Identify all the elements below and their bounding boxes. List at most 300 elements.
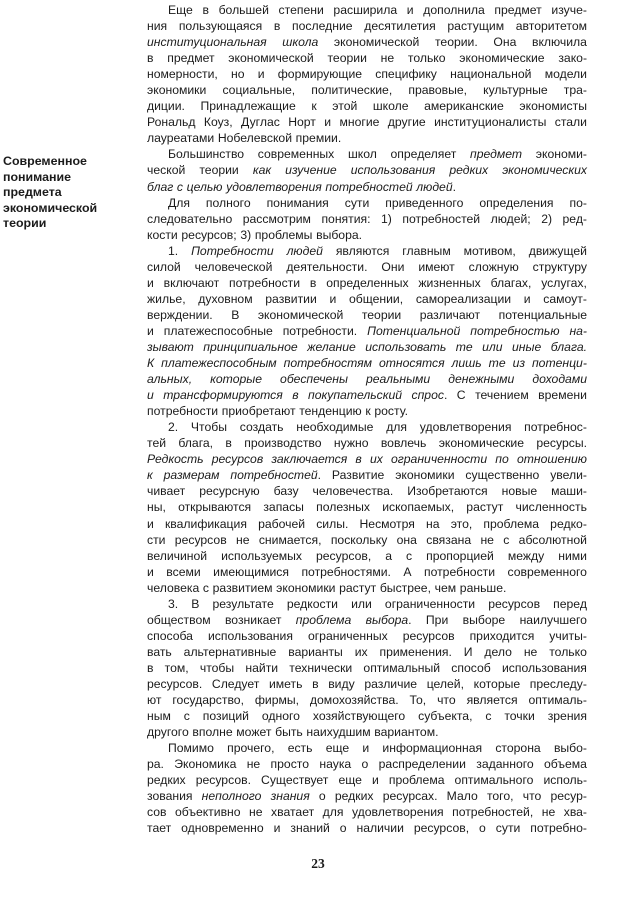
word-part: потребности — [147, 404, 219, 419]
word — [316, 516, 348, 532]
word — [466, 499, 503, 515]
word — [480, 532, 494, 548]
word — [184, 708, 190, 724]
word — [549, 644, 587, 660]
word — [147, 612, 211, 628]
word-part: приходится — [469, 628, 535, 643]
italic-term: проблема — [295, 612, 352, 627]
word — [202, 788, 262, 804]
word-part: деятельности. — [286, 259, 368, 274]
word — [286, 259, 367, 275]
word — [386, 419, 407, 435]
word-part: Большинство — [168, 147, 245, 162]
word — [447, 788, 478, 804]
word-part: и — [257, 67, 265, 82]
word-part: это, — [450, 516, 473, 531]
sidebar-heading-line: предмета — [3, 185, 62, 200]
word — [463, 612, 506, 628]
italic-term: удовлетворения — [226, 179, 322, 194]
word — [292, 387, 298, 403]
word-part: перед — [553, 596, 587, 611]
word — [424, 98, 504, 114]
word — [147, 98, 185, 114]
word — [412, 387, 448, 403]
word — [532, 355, 587, 371]
word — [479, 820, 486, 836]
word-part: увели- — [550, 468, 587, 483]
word-part: полного — [205, 195, 251, 210]
text-line — [147, 740, 587, 756]
text-line — [147, 339, 587, 355]
word — [319, 756, 351, 772]
word-part: многие — [339, 115, 380, 130]
word-part: развитием — [212, 580, 273, 595]
word — [374, 403, 408, 419]
word — [165, 516, 247, 532]
word — [191, 596, 199, 612]
word — [469, 259, 519, 275]
word — [244, 435, 321, 451]
word — [310, 275, 316, 291]
word — [508, 564, 587, 580]
word-part: что — [522, 789, 542, 804]
word — [491, 275, 532, 291]
word-part: различают — [419, 307, 481, 322]
word — [336, 243, 390, 259]
word — [451, 660, 490, 676]
word — [391, 451, 487, 467]
word-part: времени — [538, 388, 587, 403]
italic-term: на- — [569, 323, 587, 338]
italic-term: людей — [286, 243, 323, 258]
word-part: удовлетворения — [419, 420, 512, 435]
word — [296, 612, 352, 628]
italic-term: в — [292, 388, 299, 403]
italic-term: предмет — [470, 147, 523, 162]
word — [199, 483, 259, 499]
word — [288, 740, 313, 756]
word-part: новые — [501, 484, 538, 499]
word — [222, 403, 296, 419]
word-part: или — [351, 596, 372, 611]
word — [275, 724, 303, 740]
word-part: теории. — [434, 35, 478, 50]
word — [175, 804, 241, 820]
word — [555, 114, 587, 130]
word — [213, 564, 289, 580]
word — [495, 451, 509, 467]
word — [316, 548, 371, 564]
word — [323, 804, 344, 820]
word-part: сложную — [468, 259, 519, 274]
italic-term: Потребности — [191, 243, 274, 258]
word — [379, 644, 451, 660]
word — [287, 596, 338, 612]
word — [147, 548, 207, 564]
word-part: снимается, — [258, 532, 322, 547]
word — [203, 339, 297, 355]
word — [147, 50, 153, 66]
word-part: экономики — [395, 468, 455, 483]
word — [308, 387, 402, 403]
text-line — [147, 323, 587, 339]
word-part: растут — [339, 580, 377, 595]
word — [147, 724, 189, 740]
word — [388, 114, 426, 130]
text-line — [147, 788, 587, 804]
word-part: Коуз, — [203, 115, 233, 130]
word-part: экономи- — [535, 147, 587, 162]
word-part: в — [147, 660, 154, 675]
text-line — [147, 692, 587, 708]
italic-term: зывают — [147, 339, 194, 354]
word — [147, 628, 193, 644]
word-part: и — [523, 291, 531, 306]
word — [407, 483, 487, 499]
word-part: не — [249, 805, 263, 820]
word — [324, 114, 331, 130]
word-part: главным — [402, 243, 451, 258]
italic-term: Потенциальной — [367, 323, 461, 338]
word-part: благах, — [490, 275, 532, 290]
text-line — [147, 195, 587, 211]
word — [408, 82, 467, 98]
word — [271, 451, 347, 467]
word — [255, 692, 299, 708]
word — [464, 644, 473, 660]
word-part: чем — [434, 580, 457, 595]
word-part: ют — [147, 693, 162, 708]
word-part: зования — [147, 789, 193, 804]
word — [338, 772, 361, 788]
word-part: между — [507, 548, 545, 563]
word — [212, 451, 263, 467]
word — [470, 146, 522, 162]
word — [381, 50, 395, 66]
italic-term: потребностей — [230, 468, 318, 483]
italic-term: заключается — [271, 452, 348, 467]
word — [168, 740, 214, 756]
word-part: виду — [328, 676, 355, 691]
word-part: теории — [327, 51, 367, 66]
word-part: Мало — [446, 789, 478, 804]
word — [334, 34, 419, 50]
italic-term: денежными — [448, 372, 515, 387]
word — [271, 756, 309, 772]
word-part: структуру — [532, 259, 587, 274]
word — [467, 692, 518, 708]
text-line — [147, 387, 587, 403]
italic-term: К — [147, 356, 155, 371]
word-part: наличии — [356, 821, 404, 836]
word-part: а — [385, 548, 393, 563]
word-part: не — [541, 805, 556, 820]
word-part: еще — [325, 741, 350, 756]
word — [168, 2, 193, 18]
word — [423, 2, 485, 18]
word-part: и — [324, 115, 332, 130]
word — [331, 532, 387, 548]
word-part: ным — [147, 709, 171, 724]
word-part: растущим — [447, 19, 505, 34]
word — [517, 451, 587, 467]
word-part: потенциальные — [498, 307, 587, 322]
word-part: необходимые — [296, 420, 374, 435]
word — [550, 788, 586, 804]
italic-term: спрос — [411, 388, 444, 403]
text-line — [147, 612, 587, 628]
word-part: человечества. — [312, 484, 394, 499]
word — [543, 291, 587, 307]
word-part: услугах, — [541, 275, 587, 290]
word-part: предмет — [167, 51, 215, 66]
word-part: 1) — [381, 211, 392, 226]
word-part: возникает — [224, 612, 282, 627]
text-line — [147, 275, 587, 291]
word-part: духовном — [198, 291, 253, 306]
word — [434, 114, 546, 130]
italic-term: использования — [350, 163, 436, 178]
text-line — [147, 756, 587, 772]
word-part: . — [452, 179, 457, 194]
word — [508, 548, 544, 564]
word-part: и — [273, 821, 281, 836]
word-part: формирующие — [277, 67, 363, 82]
word-part: вариантом. — [374, 725, 439, 740]
word — [265, 291, 317, 307]
word-part: ресурсов. — [195, 773, 251, 788]
italic-term: принципиальное — [203, 339, 298, 354]
word — [397, 532, 417, 548]
word-part: сторона — [495, 741, 541, 756]
word — [311, 98, 316, 114]
word — [558, 50, 587, 66]
word — [549, 628, 587, 644]
word — [326, 275, 408, 291]
word — [427, 676, 464, 692]
text-line — [147, 451, 587, 467]
word-part: величиной — [147, 548, 208, 563]
word-part: являются — [335, 243, 390, 258]
word — [177, 179, 183, 195]
word — [147, 227, 178, 243]
word — [231, 307, 239, 323]
word — [213, 580, 273, 596]
word — [201, 98, 296, 114]
word — [372, 772, 379, 788]
word — [349, 291, 403, 307]
word — [484, 644, 512, 660]
sidebar-heading-line: экономической — [3, 200, 98, 215]
italic-term: потенци- — [531, 356, 587, 371]
word — [493, 34, 516, 50]
text-line — [147, 499, 587, 515]
word — [292, 18, 353, 34]
word-part: тей — [147, 436, 167, 451]
word-part: в — [309, 275, 317, 290]
word-part: ресур- — [550, 789, 587, 804]
word — [147, 516, 154, 532]
word — [163, 387, 283, 403]
italic-term: знания — [270, 789, 310, 804]
word — [288, 644, 343, 660]
word-part: хватает — [271, 805, 315, 820]
word — [282, 34, 318, 50]
word-part: самоут- — [543, 291, 587, 306]
word — [283, 323, 357, 339]
word — [550, 516, 587, 532]
word — [267, 195, 329, 211]
word-part: понятия: — [321, 211, 371, 226]
word-part: вать — [147, 644, 172, 659]
word — [483, 82, 548, 98]
word — [147, 387, 154, 403]
italic-term: блага. — [550, 339, 587, 354]
word — [319, 788, 326, 804]
word — [483, 516, 539, 532]
word-part: выбора. — [316, 227, 363, 242]
word-part: редкости — [286, 596, 338, 611]
word-part: номерности, — [147, 67, 218, 82]
word — [225, 435, 231, 451]
word — [147, 532, 165, 548]
word — [332, 467, 384, 483]
italic-term: целью — [186, 179, 223, 194]
word-part: различие — [364, 676, 418, 691]
word-part: предмет — [494, 3, 542, 17]
word — [147, 275, 154, 291]
word — [227, 740, 274, 756]
word-part: лауреатами — [147, 131, 215, 146]
word-part: только — [549, 644, 587, 659]
text-line — [147, 483, 587, 499]
word-part: квалификация — [164, 516, 247, 531]
word — [385, 195, 463, 211]
word-part: При — [425, 612, 449, 627]
word-part: быть — [275, 725, 303, 740]
word-part: самореализации — [415, 291, 512, 306]
word-part: зако- — [558, 51, 587, 66]
word-part: о — [339, 821, 347, 836]
word-part: включают — [163, 275, 220, 290]
word-part: запасы — [263, 500, 304, 515]
word-part: и — [147, 516, 154, 531]
word — [523, 788, 542, 804]
word — [356, 820, 403, 836]
word — [407, 2, 414, 18]
word — [278, 66, 362, 82]
word-part: Существует — [261, 773, 329, 788]
word-part: рассмотрим — [242, 211, 311, 226]
word-part: экономической — [228, 51, 314, 66]
word-part: которые — [473, 676, 521, 691]
word-part: редких — [334, 789, 374, 804]
word-part: Еще — [168, 3, 193, 17]
word-part: в — [147, 51, 154, 66]
word — [147, 259, 181, 275]
word-part: имеют — [418, 259, 455, 274]
word-part: субъекта, — [418, 709, 473, 724]
word-part: ресурсах. — [382, 789, 438, 804]
word — [418, 275, 480, 291]
text-line — [147, 804, 587, 820]
word — [241, 114, 280, 130]
word-part: фирмы, — [254, 693, 300, 708]
word — [485, 708, 491, 724]
word — [385, 596, 475, 612]
word-part: политические, — [311, 83, 393, 98]
word-part: потребности. — [282, 323, 358, 338]
word — [541, 211, 552, 227]
word-part: сути — [344, 195, 370, 210]
word-part: исполь- — [543, 773, 587, 788]
word — [374, 724, 438, 740]
word — [449, 162, 488, 178]
word — [548, 708, 587, 724]
word-part: другие — [387, 115, 426, 130]
word — [181, 820, 264, 836]
word — [524, 291, 531, 307]
word — [147, 34, 267, 50]
word — [269, 676, 303, 692]
word-part: теории — [199, 163, 239, 178]
word-part: Принадлежащие — [200, 99, 296, 114]
word — [230, 467, 321, 483]
word-part: прочего, — [227, 741, 275, 756]
word — [174, 756, 236, 772]
word — [167, 50, 214, 66]
word-part: создать — [239, 420, 284, 435]
italic-term: как — [252, 163, 272, 178]
word — [236, 724, 271, 740]
text-line — [147, 259, 587, 275]
word-part: их — [354, 644, 368, 659]
word-part: приведенного — [385, 195, 464, 210]
word-part: для — [322, 805, 344, 820]
word — [212, 676, 259, 692]
word — [364, 676, 417, 692]
word-part: общении, — [348, 291, 404, 306]
word-part: верждении. — [147, 307, 213, 322]
italic-term: относятся — [378, 356, 445, 371]
word-part: потребно- — [530, 821, 587, 836]
text-line — [147, 580, 587, 596]
word-part: в — [202, 3, 209, 17]
word-part: экономики — [276, 580, 336, 595]
word — [147, 788, 192, 804]
word-part: редких — [147, 773, 186, 788]
word-part: нужно — [333, 436, 369, 451]
word — [200, 660, 234, 676]
sidebar-heading-line: понимание — [3, 169, 72, 184]
word — [475, 387, 529, 403]
word-part: человеческой — [194, 259, 273, 274]
word-part: То, — [409, 693, 427, 708]
word — [161, 355, 277, 371]
word — [551, 339, 587, 355]
word-part: иметь — [268, 676, 303, 691]
word-part: и — [362, 741, 370, 756]
word — [416, 179, 456, 195]
word — [147, 355, 154, 371]
word-part: результате — [212, 596, 274, 611]
italic-term: отношению — [516, 452, 587, 467]
word-part: о — [361, 757, 369, 772]
italic-term: доходами — [532, 372, 587, 387]
text-line — [147, 724, 587, 740]
word — [245, 660, 278, 676]
word-part: теории — [361, 307, 402, 322]
